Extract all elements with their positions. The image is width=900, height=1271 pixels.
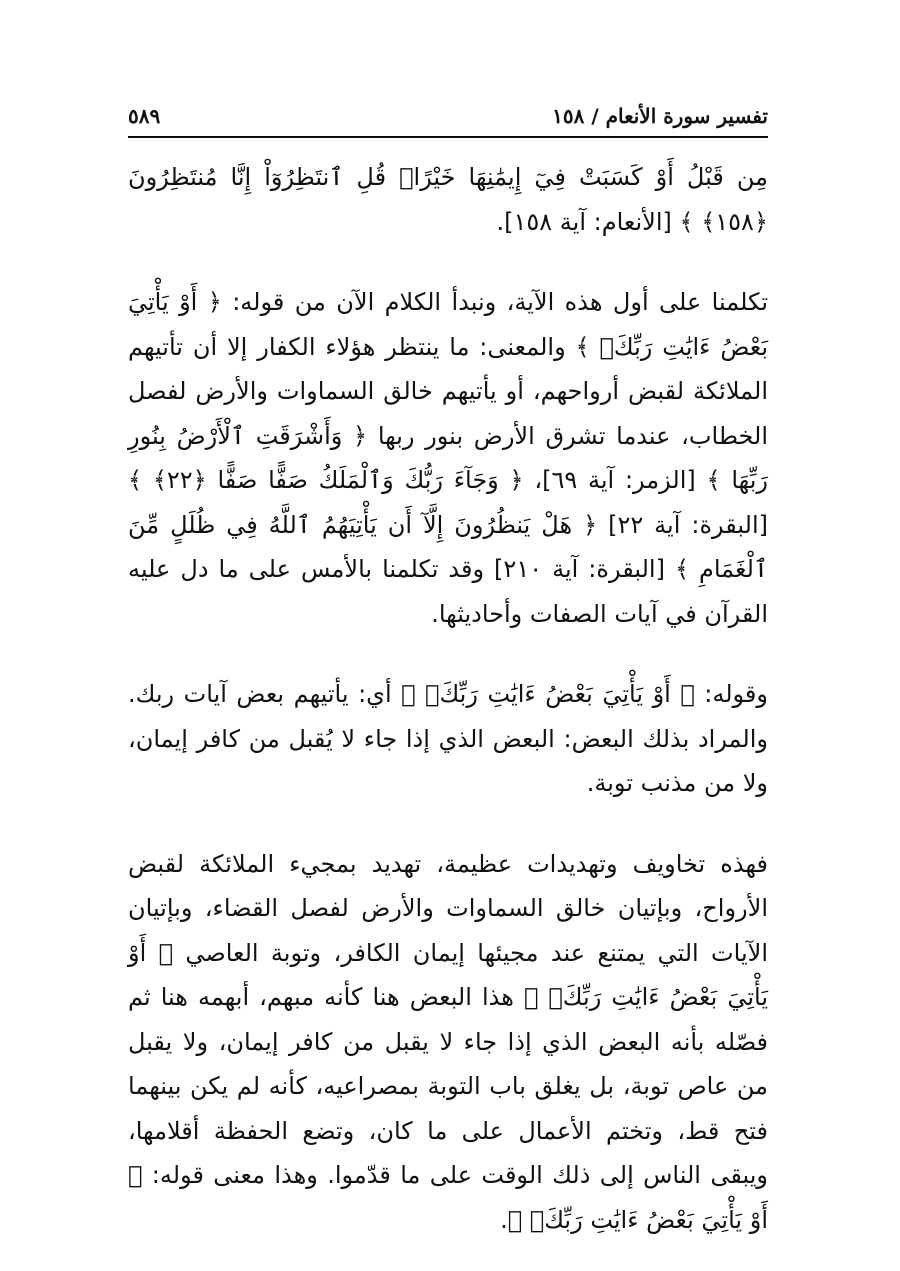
running-title: تفسير سورة الأنعام / ١٥٨ xyxy=(552,104,768,128)
paragraph-commentary-3: فهذه تخاويف وتهديدات عظيمة، تهديد بمجيء الملائكة لقبض الأرواح، وبإتيان خالق السماوات والأرض لفصل القضاء، وبإتيان الآيات التي يمتنع عند مجيئها إيمان الكافر، وتوبة العاصي ﴿ أَوْ يَأْتِيَ بَعْضُ ءَايَٰتِ رَبِّكَۗ ﴾ هذا البعض هنا كأنه مبهم، أبهمه هنا ثم فصّله بأنه البعض الذي إذا جاء لا يقبل من كافر إيمان، ولا يقبل من عاص توبة، بل يغلق باب التوبة بمصراعيه، كأنه لم يكن بينهما فتح قط، وتختم الأعمال على ما كان، وتضع الحفظة أقلامها، ويبقى الناس إلى ذلك الوقت على ما قدّموا. وهذا معنى قوله: ﴿ أَوْ يَأْتِيَ بَعْضُ ءَايَٰتِ رَبِّكَۗ ﴾. xyxy=(128,849,768,1234)
book-page xyxy=(128,100,768,1242)
paragraph-verse-continuation: مِن قَبْلُ أَوْ كَسَبَتْ فِيٓ إِيمَٰنِهَا خَيْرًاۗ قُلِ ٱنتَظِرُوٓاْ إِنَّا مُنتَظِرُونَ ﴿١٥٨﴾ ﴾ [الأنعام: آية ١٥٨]. xyxy=(128,163,768,236)
paragraph-commentary-2: وقوله: ﴿ أَوْ يَأْتِيَ بَعْضُ ءَايَٰتِ رَبِّكَۗ ﴾ أي: يأتيهم بعض آيات ربك. والمراد بذلك البعض: البعض الذي إذا جاء لا يُقبل من كافر إيمان، ولا من مذنب توبة. xyxy=(128,680,768,797)
page-number: ٥٨٩ xyxy=(128,104,161,128)
header-rule xyxy=(128,136,768,138)
paragraph-commentary-1: تكلمنا على أول هذه الآية، ونبدأ الكلام الآن من قوله: ﴿ أَوْ يَأْتِيَ بَعْضُ ءَايَٰتِ رَبِّكَۗ ﴾ والمعنى: ما ينتظر هؤلاء الكفار إلا أن تأتيهم الملائكة لقبض أرواحهم، أو يأتيهم خالق السماوات والأرض لفصل الخطاب، عندما تشرق الأرض بنور ربها ﴿ وَأَشْرَقَتِ ٱلْأَرْضُ بِنُورِ رَبِّهَا ﴾ [الزمر: آية ٦٩]، ﴿ وَجَآءَ رَبُّكَ وَٱلْمَلَكُ صَفًّا صَفًّا ﴿٢٢﴾ ﴾ [البقرة: آية ٢٢] ﴿ هَلْ يَنظُرُونَ إِلَّآ أَن يَأْتِيَهُمُ ٱللَّهُ فِي ظُلَلٍ مِّنَ ٱلْغَمَامِ ﴾ [البقرة: آية ٢١٠] وقد تكلمنا بالأمس على ما دل عليه القرآن في آيات الصفات وأحاديثها. xyxy=(128,288,769,628)
page-header xyxy=(128,100,768,130)
